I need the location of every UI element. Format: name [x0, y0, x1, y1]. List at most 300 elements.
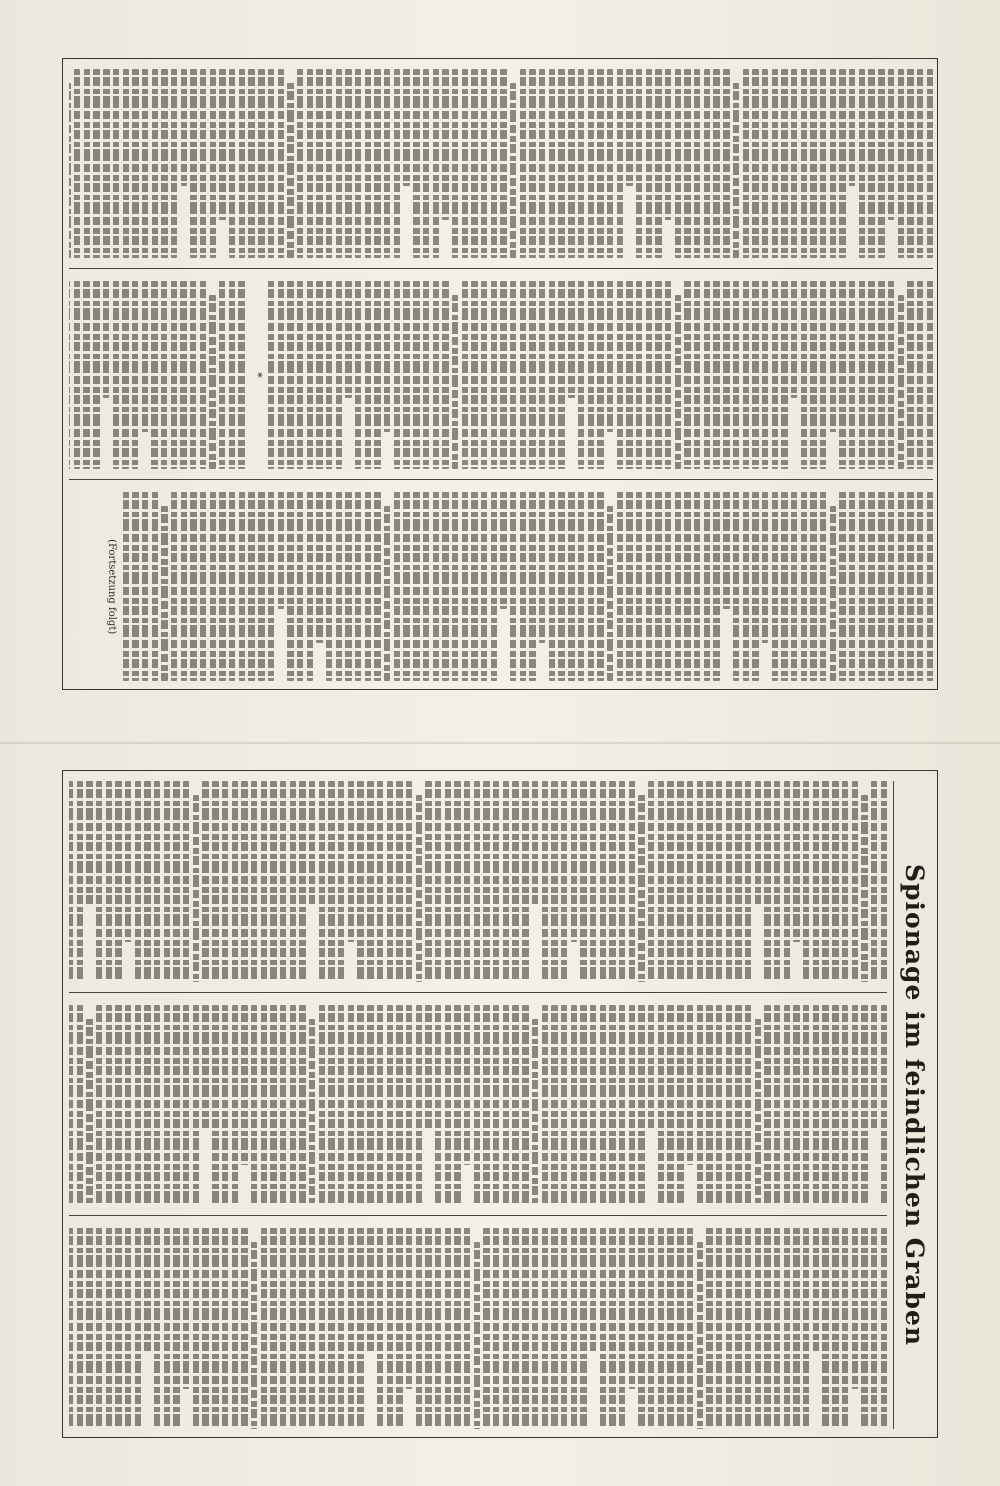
text-line	[822, 1005, 828, 1206]
text-line	[103, 281, 109, 398]
text-line	[69, 781, 73, 982]
text-line	[512, 1005, 518, 1206]
text-line	[648, 781, 654, 982]
text-line	[733, 83, 739, 258]
text-line	[144, 1228, 150, 1352]
text-line	[522, 781, 528, 982]
text-line	[328, 1228, 334, 1429]
text-line	[898, 69, 904, 258]
text-line	[694, 492, 700, 681]
text-line	[551, 781, 557, 982]
text-line	[200, 69, 206, 258]
text-line	[842, 1005, 848, 1206]
text-line	[355, 492, 361, 681]
text-line	[801, 69, 807, 258]
text-line	[425, 1005, 431, 1129]
text-line	[164, 781, 170, 982]
text-line	[551, 1228, 557, 1429]
text-line	[580, 1005, 586, 1206]
text-line	[280, 1228, 286, 1429]
text-line	[181, 69, 187, 186]
text-line	[881, 1228, 887, 1429]
text-line	[433, 281, 439, 470]
text-line	[609, 1228, 615, 1429]
text-line	[597, 69, 603, 258]
text-line	[648, 1228, 654, 1429]
text-line	[503, 781, 509, 982]
text-line	[309, 1228, 315, 1429]
text-line	[367, 781, 373, 982]
text-line	[697, 1005, 703, 1206]
text-line	[287, 83, 293, 258]
text-line	[326, 492, 332, 681]
text-line	[365, 69, 371, 258]
text-line	[588, 69, 594, 258]
text-line	[609, 781, 615, 982]
text-line	[481, 492, 487, 681]
text-line	[888, 69, 894, 220]
text-line	[907, 69, 913, 258]
bottom-page-frame	[62, 770, 938, 1438]
text-line	[772, 69, 778, 258]
text-line	[164, 1228, 170, 1429]
text-line	[413, 69, 419, 258]
text-line	[190, 281, 196, 470]
text-line	[454, 1228, 460, 1429]
text-line	[280, 1005, 286, 1206]
text-line	[716, 1005, 722, 1206]
text-line	[280, 781, 286, 982]
text-line	[142, 69, 148, 258]
text-line	[820, 281, 826, 470]
text-line	[416, 1228, 422, 1429]
text-line	[607, 69, 613, 258]
text-line	[348, 1005, 354, 1206]
text-line	[793, 1005, 799, 1206]
text-line	[135, 781, 141, 982]
text-line	[316, 492, 322, 643]
text-line	[190, 69, 196, 258]
text-line	[532, 781, 538, 905]
text-line	[822, 1228, 828, 1429]
text-line	[464, 1005, 470, 1166]
text-line	[462, 69, 468, 258]
text-line	[365, 281, 371, 470]
text-line	[801, 492, 807, 681]
text-line	[299, 781, 305, 982]
text-line	[251, 781, 257, 982]
text-line	[927, 281, 933, 470]
text-line	[345, 69, 351, 258]
text-line	[471, 69, 477, 258]
continuation-note: (Fortsetzung folgt)	[105, 539, 117, 635]
text-line	[675, 492, 681, 681]
text-line	[287, 492, 293, 681]
text-line	[297, 492, 303, 681]
text-line	[716, 781, 722, 982]
text-line	[667, 1228, 673, 1429]
text-line	[403, 69, 409, 186]
text-line	[830, 281, 836, 432]
text-line	[357, 1228, 363, 1429]
text-line	[96, 781, 102, 982]
text-line	[743, 281, 749, 470]
text-line	[820, 492, 826, 681]
text-line	[423, 492, 429, 681]
text-line	[793, 781, 799, 942]
text-line	[222, 781, 228, 982]
text-line	[781, 69, 787, 258]
text-line	[83, 281, 89, 470]
text-line	[135, 1005, 141, 1206]
text-line	[454, 1005, 460, 1206]
text-line	[529, 69, 535, 258]
text-line	[561, 1228, 567, 1429]
text-line	[481, 69, 487, 258]
text-line	[319, 1005, 325, 1206]
text-line	[503, 1005, 509, 1206]
text-line	[309, 1019, 315, 1206]
text-line	[510, 492, 516, 681]
text-line	[646, 69, 652, 258]
text-line	[464, 1228, 470, 1429]
text-line	[665, 492, 671, 681]
text-line	[571, 781, 577, 942]
text-line	[590, 1228, 596, 1352]
text-line	[357, 781, 363, 982]
text-line	[658, 1228, 664, 1429]
text-line	[69, 1005, 73, 1206]
text-line	[328, 1005, 334, 1206]
text-line	[791, 69, 797, 258]
text-line	[898, 492, 904, 681]
text-line	[345, 492, 351, 681]
text-line	[677, 781, 683, 982]
text-line	[132, 69, 138, 258]
text-line	[268, 492, 274, 681]
text-line	[655, 69, 661, 258]
text-line	[520, 281, 526, 470]
text-line	[704, 281, 710, 470]
text-line	[791, 492, 797, 681]
text-line	[881, 781, 887, 982]
text-line	[171, 492, 177, 681]
text-line	[503, 1228, 509, 1429]
text-line	[648, 1005, 654, 1129]
bottom-page-column-1	[69, 781, 887, 993]
text-line	[636, 281, 642, 470]
text-line	[638, 1005, 644, 1206]
text-line	[510, 281, 516, 470]
text-line	[687, 1228, 693, 1429]
text-line	[687, 781, 693, 982]
text-line	[261, 1228, 267, 1429]
text-line	[387, 1005, 393, 1206]
text-line	[125, 781, 131, 942]
text-line	[258, 69, 264, 258]
text-line	[106, 781, 112, 982]
text-line	[113, 281, 119, 470]
text-line	[297, 281, 303, 470]
text-line	[123, 492, 129, 681]
text-line	[122, 281, 128, 470]
text-line	[433, 69, 439, 258]
text-line	[832, 1228, 838, 1429]
text-line	[474, 781, 480, 982]
text-line	[193, 795, 199, 982]
text-line	[69, 281, 70, 470]
text-line	[374, 281, 380, 470]
text-line	[232, 1005, 238, 1206]
text-line	[452, 69, 458, 258]
text-line	[774, 781, 780, 982]
text-line	[151, 281, 157, 470]
text-line	[268, 281, 274, 470]
text-line	[171, 69, 177, 258]
text-line	[152, 69, 158, 258]
text-line	[694, 69, 700, 258]
text-line	[374, 69, 380, 258]
text-line	[774, 1005, 780, 1206]
text-line	[348, 781, 354, 942]
text-line	[600, 1228, 606, 1429]
text-line	[878, 69, 884, 258]
text-line	[365, 492, 371, 681]
text-line	[93, 281, 99, 470]
text-line	[878, 281, 884, 470]
text-line	[752, 281, 758, 470]
text-line	[261, 1005, 267, 1206]
text-line	[784, 1005, 790, 1206]
text-line	[491, 281, 497, 470]
text-line	[917, 281, 923, 470]
text-line	[665, 281, 671, 470]
text-line	[416, 795, 422, 982]
text-line	[830, 506, 836, 681]
text-line	[743, 69, 749, 258]
text-line	[161, 281, 167, 470]
text-line	[684, 281, 690, 470]
text-line	[871, 1005, 877, 1129]
text-line	[377, 781, 383, 982]
text-line	[202, 1005, 208, 1129]
text-line	[493, 1228, 499, 1429]
text-line	[445, 1228, 451, 1429]
text-line	[74, 281, 80, 470]
text-line	[636, 69, 642, 258]
text-line	[270, 1228, 276, 1429]
text-line	[258, 492, 264, 681]
text-line	[852, 781, 858, 982]
text-line	[512, 1228, 518, 1429]
text-line	[842, 1228, 848, 1429]
text-line	[77, 1005, 83, 1206]
text-line	[132, 492, 138, 681]
text-line	[878, 492, 884, 681]
text-line	[665, 69, 671, 220]
text-line	[202, 1228, 208, 1429]
text-line	[558, 281, 564, 470]
text-line	[588, 492, 594, 681]
text-line	[261, 781, 267, 982]
text-line	[597, 492, 603, 681]
text-line	[687, 1005, 693, 1166]
text-line	[755, 1019, 761, 1206]
text-line	[84, 69, 90, 258]
text-line	[568, 281, 574, 398]
text-line	[764, 1005, 770, 1206]
text-line	[219, 281, 225, 470]
text-line	[927, 492, 933, 681]
text-line	[626, 69, 632, 186]
text-line	[471, 492, 477, 681]
text-line	[561, 781, 567, 982]
text-line	[123, 69, 129, 258]
text-line	[549, 69, 555, 258]
text-line	[522, 1228, 528, 1429]
text-line	[367, 1228, 373, 1352]
text-line	[646, 492, 652, 681]
text-line	[161, 506, 167, 681]
text-line	[859, 69, 865, 258]
text-line	[888, 281, 894, 470]
text-line	[871, 1228, 877, 1429]
text-line	[483, 1228, 489, 1429]
text-line	[675, 295, 681, 470]
text-line	[384, 506, 390, 681]
text-line	[774, 1228, 780, 1429]
top-page-content	[63, 59, 938, 690]
text-line	[532, 1019, 538, 1206]
text-line	[483, 781, 489, 982]
text-line	[144, 781, 150, 982]
text-line	[781, 281, 787, 470]
text-line	[113, 69, 119, 258]
text-line	[367, 1005, 373, 1206]
text-line	[638, 795, 644, 982]
text-line	[319, 1228, 325, 1429]
text-line	[609, 1005, 615, 1206]
text-line	[384, 69, 390, 258]
text-line	[813, 1005, 819, 1206]
text-line	[859, 281, 865, 470]
article-headline: Spionage im feindlichen Graben	[893, 781, 933, 1429]
text-line	[238, 281, 244, 470]
text-line	[181, 492, 187, 681]
text-line	[755, 1228, 761, 1429]
text-line	[183, 1005, 189, 1206]
text-line	[355, 69, 361, 258]
text-line	[491, 69, 497, 258]
page-fold	[0, 742, 1000, 744]
text-line	[212, 781, 218, 982]
text-line	[658, 781, 664, 982]
text-line	[706, 1005, 712, 1206]
text-line	[500, 281, 506, 470]
text-line	[445, 1005, 451, 1206]
text-line	[464, 781, 470, 982]
text-line	[423, 69, 429, 258]
text-line	[462, 492, 468, 681]
text-line	[629, 1005, 635, 1206]
text-line	[173, 1005, 179, 1206]
text-line	[755, 781, 761, 905]
text-line	[726, 781, 732, 982]
text-line	[307, 69, 313, 258]
text-line	[697, 781, 703, 982]
text-line	[93, 69, 99, 258]
text-line	[675, 69, 681, 258]
text-line	[299, 1228, 305, 1429]
top-page-column-2	[69, 281, 933, 481]
text-line	[772, 492, 778, 681]
text-line	[839, 492, 845, 681]
text-line	[822, 781, 828, 982]
text-line	[144, 1005, 150, 1206]
text-line	[374, 492, 380, 681]
text-line	[406, 1228, 412, 1389]
text-line	[571, 1228, 577, 1429]
text-line	[578, 281, 584, 470]
text-line	[86, 781, 92, 905]
text-line	[694, 281, 700, 470]
text-line	[861, 795, 867, 982]
text-line	[849, 69, 855, 186]
text-line	[394, 281, 400, 470]
text-line	[881, 1005, 887, 1206]
text-line	[781, 492, 787, 681]
text-line	[413, 492, 419, 681]
text-line	[803, 1005, 809, 1206]
text-line	[549, 281, 555, 470]
text-line	[336, 69, 342, 258]
text-line	[638, 1228, 644, 1429]
text-line	[716, 1228, 722, 1429]
text-line	[813, 1228, 819, 1352]
text-line	[723, 281, 729, 470]
text-line	[210, 69, 216, 258]
text-line	[316, 69, 322, 258]
text-line	[290, 1005, 296, 1206]
text-line	[251, 1242, 257, 1429]
text-line	[752, 492, 758, 681]
text-line	[483, 1005, 489, 1206]
text-line	[539, 492, 545, 643]
text-line	[839, 281, 845, 470]
text-line	[278, 281, 284, 470]
text-line	[445, 781, 451, 982]
text-line	[510, 83, 516, 258]
text-line	[115, 1228, 121, 1429]
text-line	[394, 69, 400, 258]
text-line	[154, 1005, 160, 1206]
text-line	[542, 781, 548, 982]
text-line	[299, 1005, 305, 1206]
text-line	[442, 281, 448, 470]
text-line	[164, 1005, 170, 1206]
text-line	[396, 1228, 402, 1429]
text-line	[520, 69, 526, 258]
text-line	[433, 492, 439, 681]
text-line	[580, 781, 586, 982]
text-line	[588, 281, 594, 470]
text-line	[723, 492, 729, 609]
text-line	[733, 492, 739, 681]
text-line	[413, 281, 419, 470]
text-line	[171, 281, 177, 470]
text-line	[677, 1005, 683, 1206]
text-line	[561, 1005, 567, 1206]
